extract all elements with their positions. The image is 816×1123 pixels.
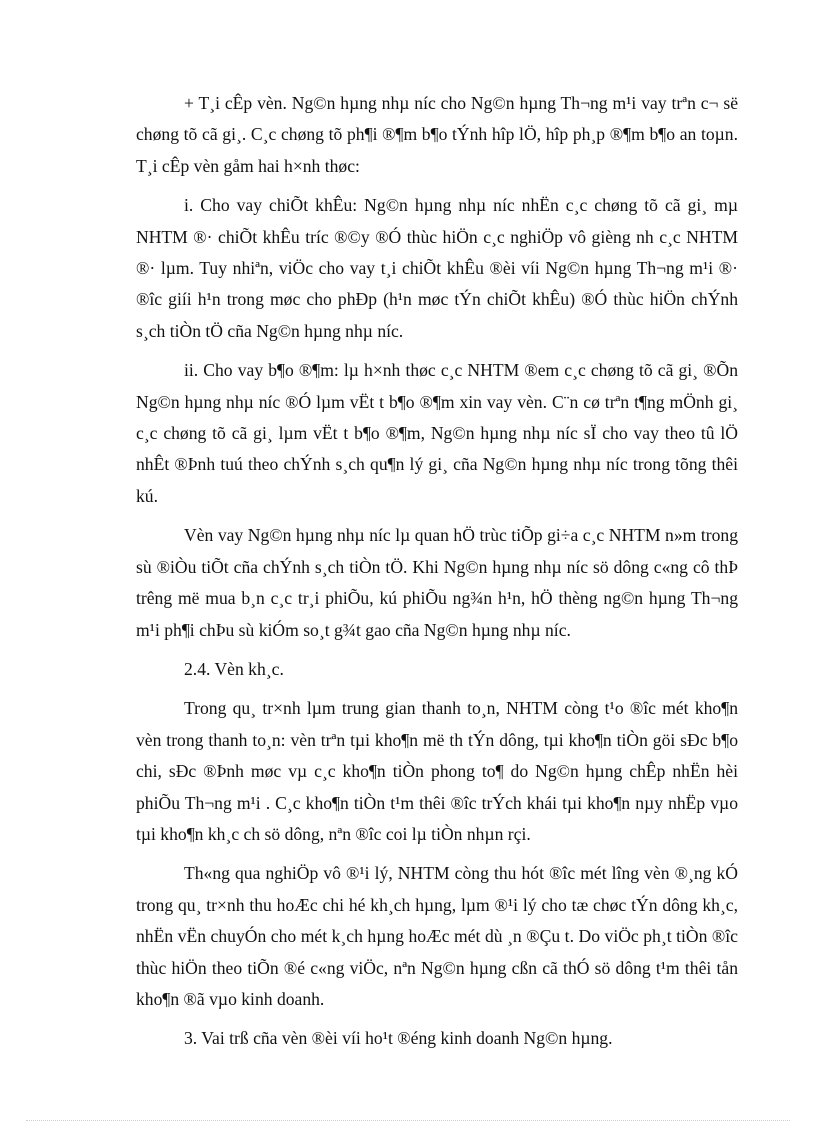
paragraph-payment-intermediary: Trong qu¸ tr×nh lµm trung gian thanh to¸n, NHTM còng t¹o ®îc mét kho¶n vèn trong thanh to¸n: vèn trªn tµi kho¶n më th tÝn dông, tµi kho¶n tiÒn göi sÐc b¶o chi, sÐc ®Þnh møc vµ c¸c kho¶n tiÒn phong to¶ do Ng©n hµng chÊp nhËn hèi phiÕu Th¬ng m¹i . C¸c kho¶n tiÒn t¹m thêi ®îc trÝch khái tµi kho¶n nµy nhËp vµo tµi kho¶n kh¸c ch sö dông, nªn ®îc coi lµ tiÒn nhµn rçi. — [136, 698, 738, 844]
page-bottom-divider — [26, 1120, 790, 1121]
paragraph-secured-loan: ii. Cho vay b¶o ®¶m: lµ h×nh thøc c¸c NHTM ®em c¸c chøng tõ cã gi¸ ®Õn Ng©n hµng nhµ níc ®Ó lµm vËt t b¶o ®¶m xin vay vèn. C¨n cø trªn t¶ng mÖnh gi¸ c¸c chøng tõ cã gi¸ lµm vËt t b¶o ®¶m, Ng©n hµng nhµ níc sÏ cho vay theo tû lÖ nhÊt ®Þnh tuú theo chÝnh s¸ch qu¶n lý gi¸ cña Ng©n hµng nhµ níc trong tõng thêi kú. — [136, 360, 738, 506]
paragraph-discount-loan: i. Cho vay chiÕt khÊu: Ng©n hµng nhµ níc nhËn c¸c chøng tõ cã gi¸ mµ NHTM ®· chiÕt khÊu tríc ®©y ®Ó thùc hiÖn c¸c nghiÖp vô gièng nh c¸c NHTM ®· lµm. Tuy nhiªn, viÖc cho vay t¸i chiÕt khÊu ®èi víi Ng©n hµng Th¬ng m¹i ®· ®îc giíi h¹n trong møc cho phÐp (h¹n møc tÝn chiÕt khÊu) ®Ó thùc hiÖn chÝnh s¸ch tiÒn tÖ cña Ng©n hµng nhµ níc. — [136, 195, 738, 341]
section-heading-role-of-capital: 3. Vai trß cña vèn ®èi víi ho¹t ®éng kinh doanh Ng©n hµng. — [184, 1028, 613, 1049]
paragraph-agency-services: Th«ng qua nghiÖp vô ®¹i lý, NHTM còng thu hót ®îc mét lîng vèn ®¸ng kÓ trong qu¸ tr×nh thu hoÆc chi hé kh¸ch hµng, lµm ®¹i lý cho tæ chøc tÝn dông kh¸c, nhËn vËn chuyÓn cho mét k¸ch hµng hoÆc mét dù ¸n ®Çu t. Do viÖc ph¸t tiÒn ®îc thùc hiÖn theo tiÕn ®é c«ng viÖc, nªn Ng©n hµng cßn cã thÓ sö dông t¹m thêi tån kho¶n ®ã vµo kinh doanh. — [136, 863, 738, 1009]
section-heading-other-capital: 2.4. Vèn kh¸c. — [184, 658, 284, 679]
paragraph-central-bank-borrowing: Vèn vay Ng©n hµng nhµ níc lµ quan hÖ trùc tiÕp gi÷a c¸c NHTM n»m trong sù ®iÒu tiÕt cña chÝnh s¸ch tiÒn tÖ. Khi Ng©n hµng nhµ níc sö dông c«ng cô thÞ trêng më mua b¸n c¸c tr¸i phiÕu, kú phiÕu ng¾n h¹n, hÖ thèng ng©n hµng Th¬ng m¹i ph¶i chÞu sù kiÓm so¸t g¾t gao cña Ng©n hµng nhµ níc. — [136, 525, 738, 640]
paragraph-refinancing: + T¸i cÊp vèn. Ng©n hµng nhµ níc cho Ng©n hµng Th¬ng m¹i vay trªn c¬ së chøng tõ cã gi¸. C¸c chøng tõ ph¶i ®¶m b¶o tÝnh hîp lÖ, hîp ph¸p ®¶m b¶o an toµn. T¸i cÊp vèn gåm hai h×nh thøc: — [136, 93, 738, 176]
document-page — [136, 88, 738, 1063]
